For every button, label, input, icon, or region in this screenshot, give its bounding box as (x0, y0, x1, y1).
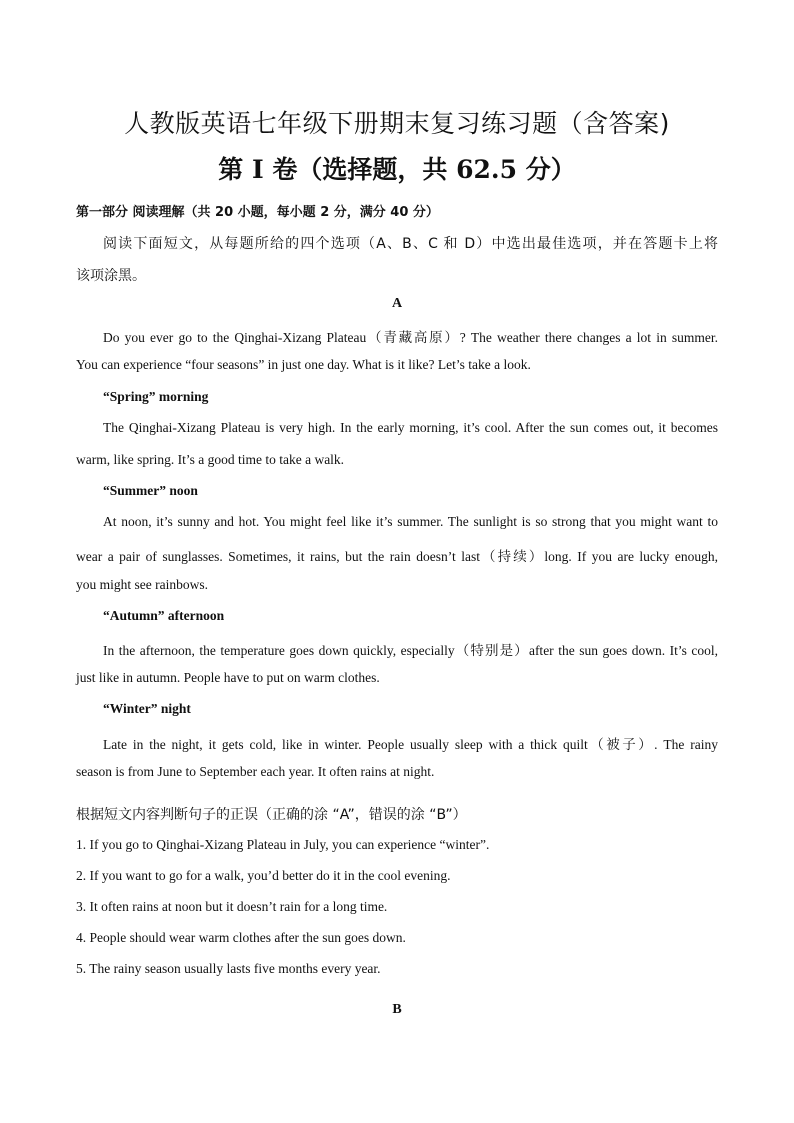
spring-line-2: warm, like spring. It’s a good time to take a walk. (76, 452, 345, 467)
question-1: 1. If you go to Qinghai-Xizang Plateau in July, you can experience “winter”. (76, 837, 490, 852)
passage-a-label: A (391, 296, 403, 311)
volume-title: 第 I 卷（选择题，共 62.5 分） (218, 155, 576, 184)
section-heading-winter: “Winter” night (103, 701, 191, 716)
summer-line-1: At noon, it’s sunny and hot. You might feel like it’s summer. The sunlight is so strong that you might want to (103, 514, 718, 529)
winter-line-1: Late in the night, it gets cold, like in winter. People usually sleep with a thick quilt（被子）. The rainy (103, 737, 718, 752)
passage-b-label: B (392, 1002, 402, 1017)
document-title: 人教版英语七年级下册期末复习练习题（含答案) (124, 109, 670, 138)
intro-line-2: You can experience “four seasons” in just one day. What is it like? Let’s take a look. (76, 357, 531, 372)
question-2: 2. If you want to go for a walk, you’d better do it in the cool evening. (76, 868, 451, 883)
question-3: 3. It often rains at noon but it doesn’t rain for a long time. (76, 899, 388, 914)
instruction-line-1: 阅读下面短文，从每题所给的四个选项（A、B、C 和 D）中选出最佳选项，并在答题卡上将 (103, 236, 718, 252)
question-instruction: 根据短文内容判断句子的正误（正确的涂 “A”，错误的涂 “B”） (76, 807, 467, 823)
intro-line-1: Do you ever go to the Qinghai-Xizang Plateau（青藏高原）? The weather there changes a lot in summer. (103, 330, 718, 345)
instruction-line-2: 该项涂黑。 (76, 268, 146, 284)
question-5: 5. The rainy season usually lasts five months every year. (76, 961, 381, 976)
summer-line-3: you might see rainbows. (76, 577, 208, 592)
section-heading-summer: “Summer” noon (103, 483, 198, 498)
question-4: 4. People should wear warm clothes after the sun goes down. (76, 930, 406, 945)
autumn-line-1: In the afternoon, the temperature goes down quickly, especially（特别是）after the sun goes down. It’s cool, (103, 643, 718, 658)
autumn-line-2: just like in autumn. People have to put on warm clothes. (76, 670, 380, 685)
summer-line-2: wear a pair of sunglasses. Sometimes, it rains, but the rain doesn’t last（持续）long. If you are lucky enough, (76, 549, 718, 564)
section-heading-spring: “Spring” morning (103, 389, 209, 404)
spring-line-1: The Qinghai-Xizang Plateau is very high. In the early morning, it’s cool. After the sun comes out, it becomes (103, 420, 718, 435)
part-heading: 第一部分 阅读理解（共 20 小题，每小题 2 分，满分 40 分） (76, 205, 439, 220)
section-heading-autumn: “Autumn” afternoon (103, 608, 225, 623)
winter-line-2: season is from June to September each year. It often rains at night. (76, 764, 435, 779)
